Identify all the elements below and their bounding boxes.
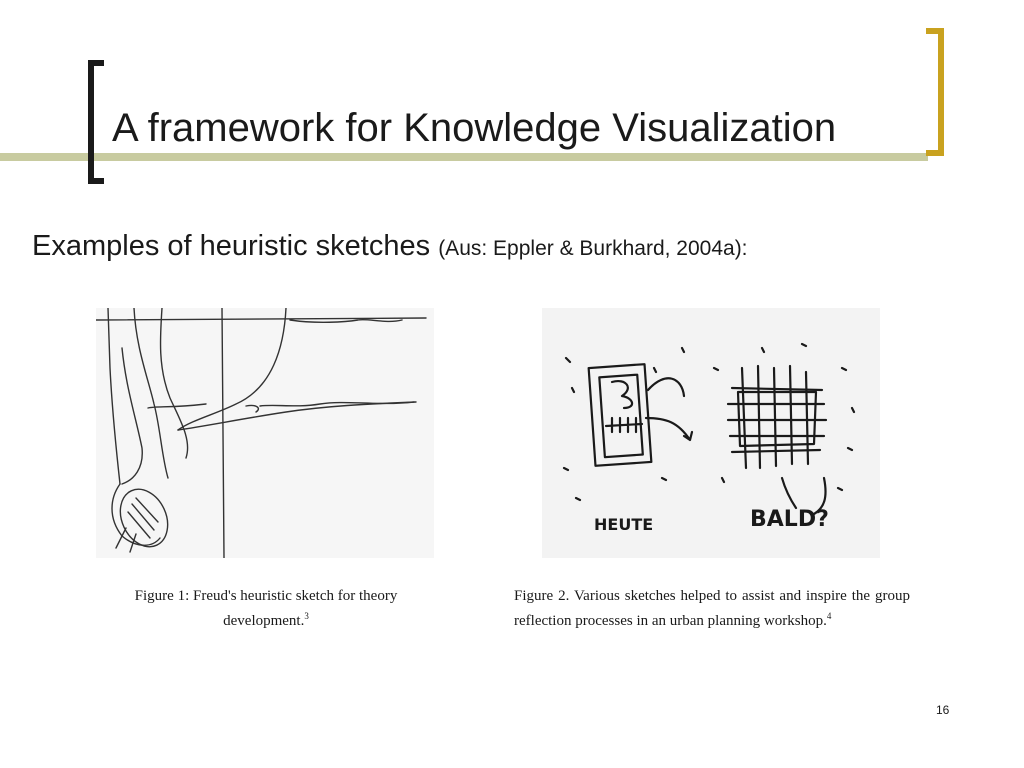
figure1-footnote: 3 <box>304 611 309 621</box>
slide-title: A framework for Knowledge Visualization <box>112 106 837 150</box>
page-number: 16 <box>936 703 950 717</box>
title-underline-bar <box>0 153 928 161</box>
right-bracket-decoration <box>926 28 944 156</box>
figure1-caption <box>102 584 430 634</box>
slide-subtitle <box>32 228 748 267</box>
left-bracket-decoration <box>88 60 104 184</box>
freud-sketch-image <box>96 308 434 558</box>
urban-sketch-image <box>542 308 880 558</box>
subtitle-source: (Aus: Eppler & Burkhard, 2004a): <box>438 237 748 260</box>
freud-sketch-drawing <box>96 308 434 558</box>
figure2-caption-text: Figure 2. Various sketches helped to assist and inspire the group reflection processes in an urban planning workshop. <box>514 588 910 629</box>
figure2-caption <box>514 584 910 634</box>
figure1-caption-text: Figure 1: Freud's heuristic sketch for theory development. <box>134 588 398 629</box>
bald-label: BALD? <box>750 507 829 532</box>
subtitle-text: Examples of heuristic sketches <box>32 230 431 262</box>
figure2-footnote: 4 <box>826 611 832 621</box>
urban-sketch-drawing <box>542 308 880 558</box>
heute-label: HEUTE <box>594 515 654 534</box>
